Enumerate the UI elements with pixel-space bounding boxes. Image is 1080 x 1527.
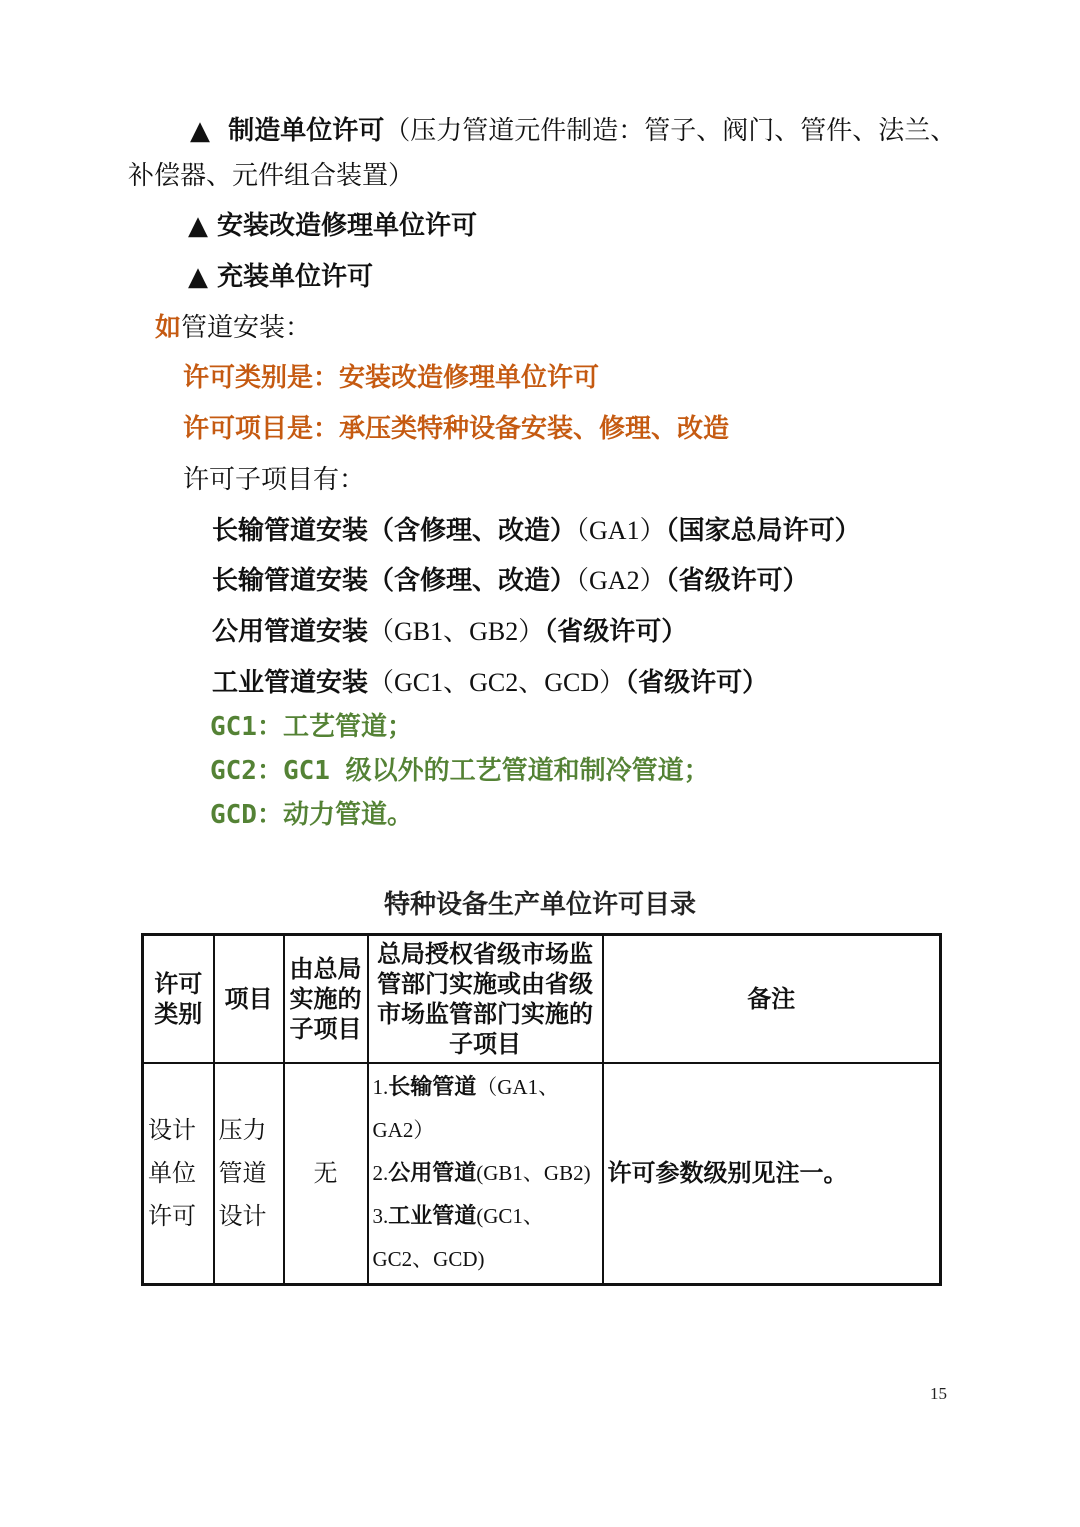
example-project: 许可项目是：承压类特种设备安装、修理、改造	[183, 414, 730, 444]
item-manufacture	[190, 114, 956, 148]
item-manufacture-title: 制造单位许可	[228, 116, 385, 146]
subitem-code: （GA1）	[576, 516, 666, 545]
cell-category: 设计单位许可	[143, 1063, 214, 1285]
subitem-level: （省级许可）	[625, 668, 769, 698]
header-prov-sub: 总局授权省级市场监管部门实施或由省级市场监管部门实施的子项目	[368, 935, 603, 1063]
subitem-row	[212, 615, 687, 649]
example-subitems-label: 许可子项目有：	[183, 465, 366, 495]
header-hq-sub: 由总局实施的子项目	[284, 935, 368, 1063]
table-header-row	[143, 935, 941, 1063]
subitem-row	[212, 514, 861, 548]
list-item: 1.长输管道（GA1、GA2）	[372, 1074, 560, 1142]
table-row	[143, 1063, 941, 1285]
triangle-bullet-icon: ▲	[190, 116, 210, 146]
definition-gc2: GC2：GC1 级以外的工艺管道和制冷管道；	[210, 756, 710, 786]
subitem-name: 长输管道安装（含修理、改造）	[212, 516, 577, 546]
item-manufacture-cont: 补偿器、元件组合装置）	[128, 161, 415, 191]
subitem-code: （GA2）	[576, 566, 666, 595]
subitem-level: （国家总局许可）	[665, 516, 861, 546]
list-item: 3.工业管道(GC1、GC2、GCD)	[372, 1203, 544, 1271]
example-lead-rest: 管道安装：	[181, 313, 312, 343]
subitem-name: 长输管道安装（含修理、改造）	[212, 566, 577, 596]
example-lead	[155, 311, 311, 345]
table-title: 特种设备生产单位许可目录	[383, 890, 696, 920]
subitem-name: 公用管道安装	[212, 617, 369, 647]
cell-project: 压力管道设计	[214, 1063, 284, 1285]
header-category: 许可类别	[143, 935, 214, 1063]
cell-remark: 许可参数级别见注一。	[603, 1063, 941, 1285]
subitem-row	[212, 666, 768, 700]
page-number: 15	[930, 1384, 947, 1403]
cell-hq-sub: 无	[284, 1063, 368, 1285]
cell-prov-sub	[368, 1063, 603, 1285]
permit-table	[141, 933, 942, 1286]
subitem-row	[212, 564, 809, 598]
subitem-level: （省级许可）	[544, 617, 688, 647]
example-category: 许可类别是：安装改造修理单位许可	[183, 363, 600, 393]
item-filling: ▲ 充装单位许可	[188, 262, 374, 292]
header-project: 项目	[214, 935, 284, 1063]
item-manufacture-detail: （压力管道元件制造：管子、阀门、管件、法兰、	[384, 116, 957, 146]
example-lead-first: 如	[155, 313, 182, 343]
list-item: 2.公用管道(GB1、GB2)	[372, 1160, 591, 1186]
subitem-code: （GC1、GC2、GCD）	[368, 668, 626, 697]
subitem-level: （省级许可）	[665, 566, 809, 596]
definition-gcd: GCD：动力管道。	[210, 800, 413, 830]
item-install: ▲ 安装改造修理单位许可	[188, 211, 478, 241]
subitem-code: （GB1、GB2）	[368, 617, 545, 646]
subitem-name: 工业管道安装	[212, 668, 369, 698]
definition-gc1: GC1：工艺管道；	[210, 712, 413, 742]
header-remark: 备注	[603, 935, 941, 1063]
